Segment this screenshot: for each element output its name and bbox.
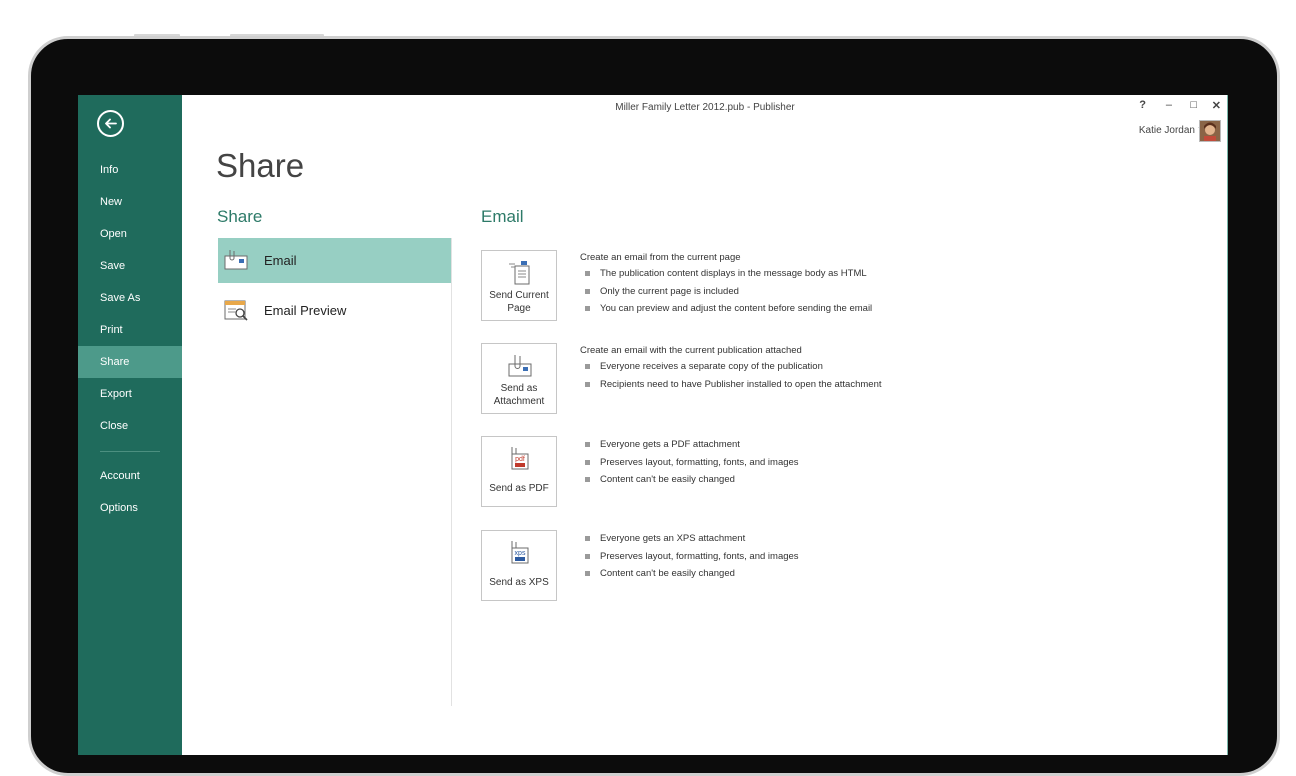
xps-icon — [506, 539, 534, 565]
pane-divider — [451, 238, 452, 706]
description-bullet: Everyone gets a PDF attachment — [580, 438, 799, 456]
window-border — [1227, 95, 1228, 755]
back-arrow-icon — [102, 115, 119, 132]
xps-icon-text: xps — [514, 550, 526, 557]
send-as-xps-button[interactable] — [481, 530, 557, 601]
description-bullet: Everyone receives a separate copy of the publication — [580, 360, 882, 378]
share-option-email-preview[interactable] — [218, 288, 451, 333]
description-heading: Create an email with the current publication attached — [580, 345, 802, 356]
nav-share[interactable]: Share — [78, 346, 182, 378]
nav-open[interactable]: Open — [100, 228, 127, 240]
nav-save-as[interactable]: Save As — [100, 292, 141, 304]
description-bullet: Only the current page is included — [580, 285, 872, 303]
document-title: Miller Family Letter 2012.pub - Publisher — [615, 102, 795, 113]
description-bullet: Content can't be easily changed — [580, 567, 799, 585]
title-bar — [182, 95, 1228, 119]
share-section-heading: Share — [217, 207, 263, 226]
nav-new[interactable]: New — [100, 196, 123, 208]
page-title: Share — [216, 147, 305, 184]
send-as-attachment-description — [580, 345, 882, 395]
email-preview-icon — [224, 298, 250, 322]
description-heading: Create an email from the current page — [580, 252, 741, 263]
send-as-attachment-button[interactable] — [481, 343, 557, 414]
action-label: Send as PDF — [489, 483, 549, 494]
nav-info[interactable]: Info — [100, 164, 119, 176]
pdf-icon-text: pdf — [515, 456, 525, 463]
share-option-email[interactable] — [218, 238, 451, 283]
nav-account[interactable]: Account — [100, 470, 140, 482]
send-current-page-description — [580, 252, 872, 320]
minimize-button[interactable]: – — [1165, 99, 1172, 111]
share-option-label: Email Preview — [264, 303, 347, 318]
description-bullet: Preserves layout, formatting, fonts, and images — [580, 550, 799, 568]
close-window-button[interactable]: ✕ — [1211, 100, 1221, 112]
nav-close[interactable]: Close — [100, 420, 129, 432]
attachment-icon — [506, 352, 534, 378]
avatar[interactable] — [1199, 120, 1221, 142]
action-label: Page — [507, 303, 531, 314]
send-as-pdf-description — [580, 438, 799, 491]
send-current-page-button[interactable] — [481, 250, 557, 321]
back-button[interactable] — [97, 110, 124, 137]
user-account-name[interactable]: Katie Jordan — [1138, 125, 1195, 136]
send-as-xps-description — [580, 532, 799, 585]
send-as-pdf-button[interactable] — [481, 436, 557, 507]
action-label: Attachment — [493, 396, 545, 407]
nav-print[interactable]: Print — [100, 324, 123, 336]
user-photo-icon — [1200, 121, 1220, 141]
nav-options[interactable]: Options — [100, 502, 138, 514]
pdf-icon — [506, 445, 534, 471]
publisher-window — [78, 95, 1228, 755]
restore-button[interactable]: □ — [1190, 99, 1197, 111]
action-label: Send as — [500, 383, 538, 394]
description-bullet: Recipients need to have Publisher installed to open the attachment — [580, 378, 882, 396]
email-section-heading: Email — [481, 207, 524, 226]
nav-save[interactable]: Save — [100, 260, 126, 272]
description-bullet: Content can't be easily changed — [580, 473, 799, 491]
share-option-label: Email — [264, 253, 297, 268]
description-bullet: Everyone gets an XPS attachment — [580, 532, 799, 550]
email-attach-icon — [224, 248, 250, 272]
description-bullet: You can preview and adjust the content before sending the email — [580, 302, 872, 320]
action-label: Send Current — [489, 290, 549, 301]
send-page-icon — [506, 259, 534, 285]
nav-divider — [100, 451, 160, 452]
nav-export[interactable]: Export — [100, 388, 132, 400]
help-button[interactable]: ? — [1139, 99, 1146, 111]
description-bullet: The publication content displays in the message body as HTML — [580, 267, 872, 285]
backstage-nav — [78, 95, 182, 755]
description-bullet: Preserves layout, formatting, fonts, and images — [580, 456, 799, 474]
action-label: Send as XPS — [489, 577, 549, 588]
